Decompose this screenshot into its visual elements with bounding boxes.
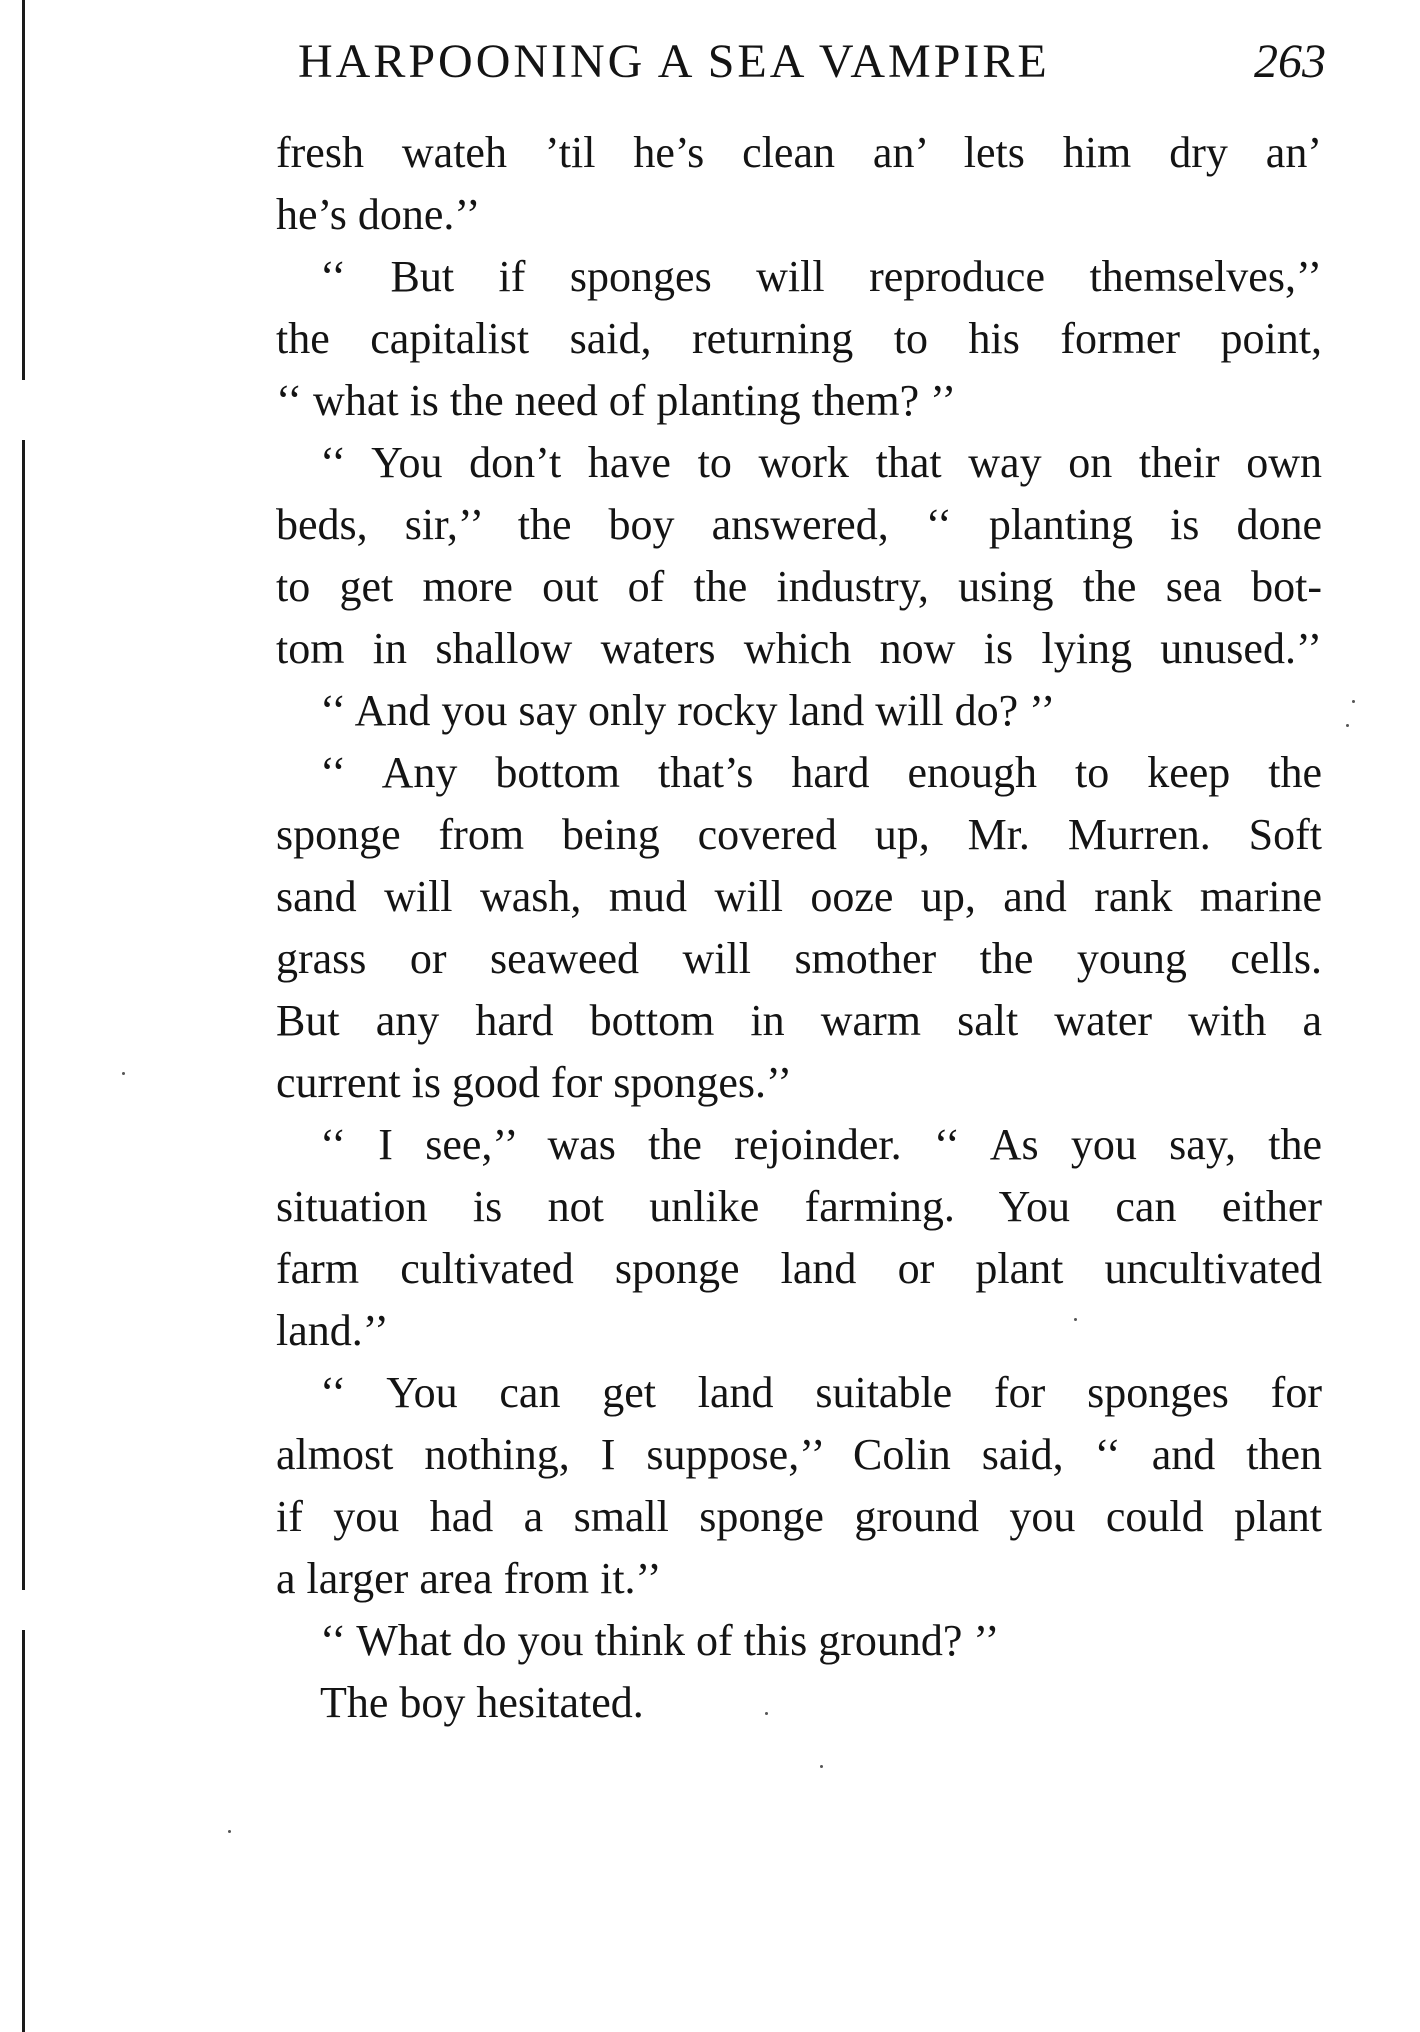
text-line: to get more out of the industry, using the sea bot-	[276, 562, 1322, 611]
text-line: ‘‘ I see,’’ was the rejoinder. ‘‘ As you say, the	[320, 1120, 1322, 1169]
text-line: almost nothing, I suppose,’’ Colin said, ‘‘ and then	[276, 1430, 1322, 1479]
binding-edge-gap	[22, 380, 25, 440]
text-line: grass or seaweed will smother the young cells.	[276, 934, 1322, 983]
text-line: ‘‘ Any bottom that’s hard enough to keep the	[320, 748, 1322, 797]
text-line: a larger area from it.’’	[276, 1554, 662, 1603]
running-title: HARPOONING A SEA VAMPIRE	[298, 35, 1050, 88]
text-line: fresh wateh ’til he’s clean an’ lets him dry an’	[276, 128, 1322, 177]
text-line: the capitalist said, returning to his former point,	[276, 314, 1322, 363]
paper-speck	[820, 1765, 823, 1768]
page-number: 263	[1254, 35, 1326, 88]
text-line: ‘‘ And you say only rocky land will do? ’’	[320, 686, 1056, 735]
text-line: ‘‘ You can get land suitable for sponges for	[320, 1368, 1322, 1417]
text-line: if you had a small sponge ground you could plant	[276, 1492, 1322, 1541]
text-line: beds, sir,’’ the boy answered, ‘‘ planting is done	[276, 500, 1322, 549]
text-line: land.’’	[276, 1306, 389, 1355]
text-line: ‘‘ what is the need of planting them? ’’	[276, 376, 957, 425]
binding-edge	[22, 0, 25, 2032]
text-line: farm cultivated sponge land or plant uncultivated	[276, 1244, 1322, 1293]
text-line: ‘‘ You don’t have to work that way on their own	[320, 438, 1322, 487]
paper-speck	[1346, 724, 1349, 727]
text-line: ‘‘ But if sponges will reproduce themselves,’’	[320, 252, 1322, 301]
text-line: sand will wash, mud will ooze up, and rank marine	[276, 872, 1322, 921]
text-line: The boy hesitated.	[320, 1678, 644, 1727]
text-line: ‘‘ What do you think of this ground? ’’	[320, 1616, 1000, 1665]
paper-speck	[1352, 700, 1355, 703]
text-line: current is good for sponges.’’	[276, 1058, 793, 1107]
paper-speck	[228, 1830, 231, 1833]
page-header	[298, 30, 1326, 94]
paper-speck	[765, 1712, 768, 1715]
text-line: sponge from being covered up, Mr. Murren. Soft	[276, 810, 1322, 859]
text-line: But any hard bottom in warm salt water with a	[276, 996, 1322, 1045]
body-text	[276, 122, 1322, 1734]
binding-edge-gap	[22, 1590, 25, 1630]
paper-speck	[122, 1072, 125, 1075]
paper-speck	[1074, 1318, 1077, 1321]
text-line: tom in shallow waters which now is lying unused.’’	[276, 624, 1322, 673]
text-line: situation is not unlike farming. You can either	[276, 1182, 1322, 1231]
text-line: he’s done.’’	[276, 190, 481, 239]
